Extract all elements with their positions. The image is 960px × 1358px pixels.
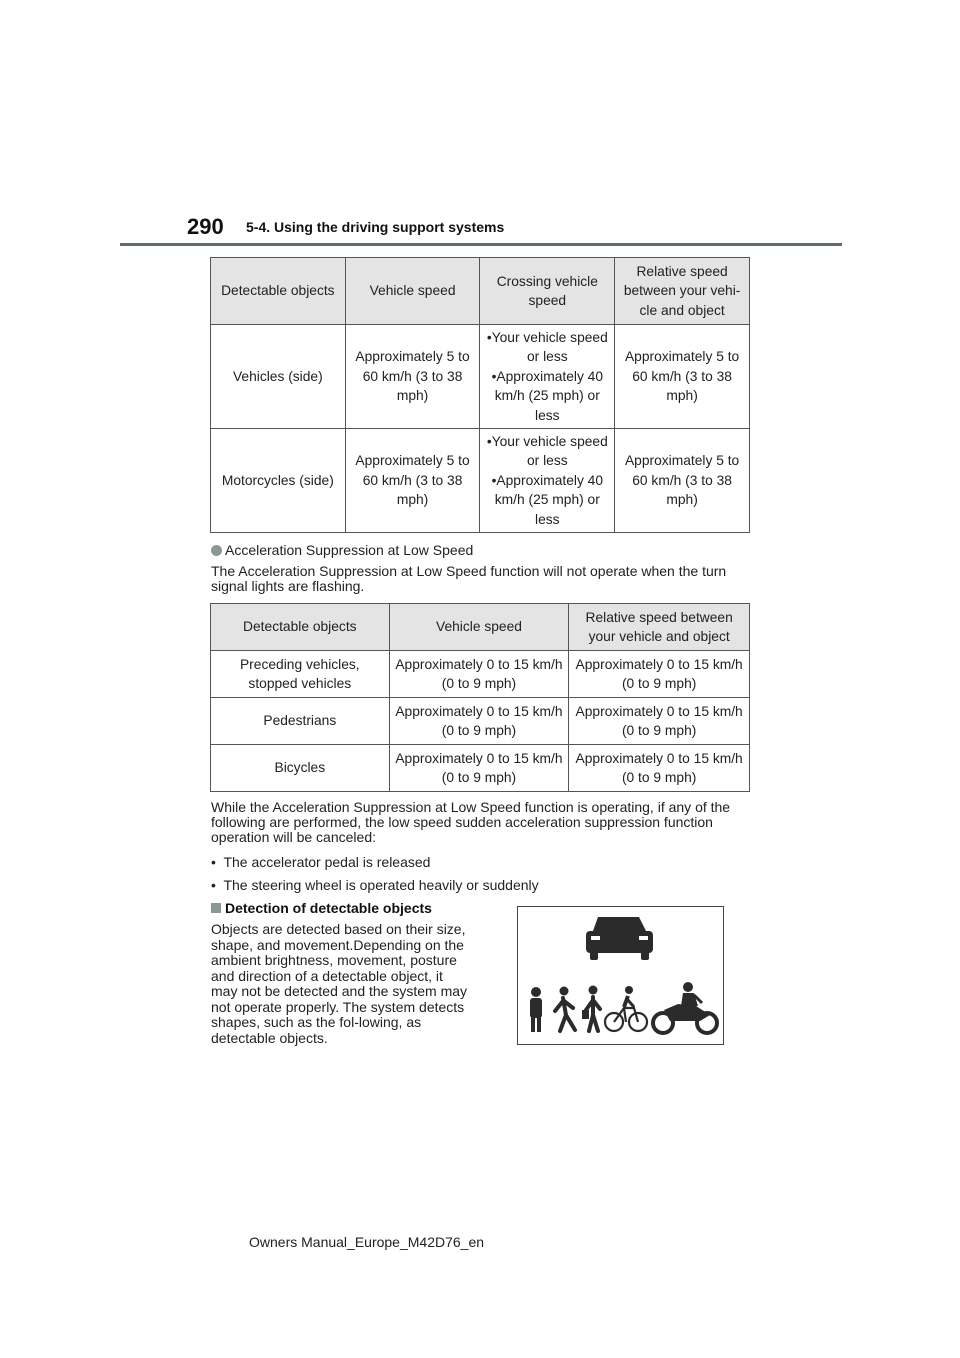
list-item-text: The steering wheel is operated heavily or suddenly — [223, 877, 539, 893]
pedestrian-walking-icon — [555, 987, 575, 1032]
table-row — [211, 745, 750, 792]
crossing-speed-option: • Your vehicle speed or less — [485, 432, 609, 471]
table-header-cell: Relative speed between your vehi-cle and object — [615, 258, 750, 325]
detectable-objects-illustration — [518, 907, 723, 1044]
table-cell-relative-speed: Approximately 5 to 60 km/h (3 to 38 mph) — [615, 429, 750, 533]
table-header-cell: Relative speed between your vehicle and object — [569, 604, 750, 651]
table-header-cell: Detectable objects — [211, 604, 390, 651]
table-cell-vehicle-speed: Approximately 0 to 15 km/h (0 to 9 mph) — [389, 651, 569, 698]
table-row — [211, 325, 750, 429]
table-row — [211, 651, 750, 698]
list-item-text: The accelerator pedal is released — [223, 854, 431, 870]
accel-suppression-heading-text: Acceleration Suppression at Low Speed — [225, 542, 474, 558]
table-cell-object: Motorcycles (side) — [211, 429, 346, 533]
detectable-objects-figure — [517, 906, 724, 1045]
table-cell-object: Preceding vehicles, stopped vehicles — [211, 651, 390, 698]
crossing-speed-option: • Approximately 40 km/h (25 mph) or less — [485, 471, 609, 530]
detection-speed-table — [210, 257, 750, 533]
motorcycle-icon — [653, 982, 717, 1033]
table-cell-crossing-speed — [480, 429, 615, 533]
accel-suppression-table — [210, 603, 750, 792]
list-item: • The accelerator pedal is released — [211, 854, 431, 870]
detection-heading — [211, 900, 432, 916]
cancel-conditions-text: While the Acceleration Suppression at Low Speed function is operating, if any of the following are performed, the low speed sudden acceleration suppression function operation will be canceled: — [211, 799, 731, 845]
table-cell-vehicle-speed: Approximately 5 to 60 km/h (3 to 38 mph) — [345, 429, 480, 533]
accel-suppression-heading — [211, 542, 473, 558]
table-header-cell: Vehicle speed — [389, 604, 569, 651]
table-cell-vehicle-speed: Approximately 0 to 15 km/h (0 to 9 mph) — [389, 698, 569, 745]
table-row — [211, 429, 750, 533]
crossing-speed-option: • Your vehicle speed or less — [485, 328, 609, 367]
table-header-cell: Detectable objects — [211, 258, 346, 325]
table-cell-relative-speed: Approximately 5 to 60 km/h (3 to 38 mph) — [615, 325, 750, 429]
page-number: 290 — [187, 214, 224, 239]
accel-suppression-description: The Acceleration Suppression at Low Speed function will not operate when the turn signal lights are flashing. — [211, 563, 727, 594]
table-cell-vehicle-speed: Approximately 5 to 60 km/h (3 to 38 mph) — [345, 325, 480, 429]
table-cell-vehicle-speed: Approximately 0 to 15 km/h (0 to 9 mph) — [389, 745, 569, 792]
table-cell-relative-speed: Approximately 0 to 15 km/h (0 to 9 mph) — [569, 651, 750, 698]
header-rule — [120, 243, 842, 246]
car-icon — [586, 917, 653, 960]
section-title: 5-4. Using the driving support systems — [246, 219, 505, 235]
table-header-row — [211, 258, 750, 325]
detection-heading-text: Detection of detectable objects — [225, 900, 432, 916]
circle-bullet-icon — [211, 545, 222, 556]
table-cell-relative-speed: Approximately 0 to 15 km/h (0 to 9 mph) — [569, 698, 750, 745]
pedestrian-carrying-icon — [582, 986, 600, 1032]
table-header-row — [211, 604, 750, 651]
footer-text: Owners Manual_Europe_M42D76_en — [249, 1234, 485, 1250]
list-item: • The steering wheel is operated heavily or suddenly — [211, 877, 539, 893]
table-cell-crossing-speed — [480, 325, 615, 429]
table-header-cell: Vehicle speed — [345, 258, 480, 325]
table-cell-object: Bicycles — [211, 745, 390, 792]
detection-description: Objects are detected based on their size, shape, and movement.Depending on the ambient brightness, movement, posture and direction of a detectable object, it may not be detected and the system may not operate properly. The system detects shapes, such as the fol-lowing, as detectable objects. — [211, 921, 468, 1046]
table-row — [211, 698, 750, 745]
pedestrian-standing-icon — [530, 987, 542, 1032]
table-header-cell: Crossing vehicle speed — [480, 258, 615, 325]
table-cell-object: Pedestrians — [211, 698, 390, 745]
square-bullet-icon — [211, 903, 221, 913]
table-cell-relative-speed: Approximately 0 to 15 km/h (0 to 9 mph) — [569, 745, 750, 792]
crossing-speed-option: • Approximately 40 km/h (25 mph) or less — [485, 367, 609, 426]
bicycle-icon — [605, 986, 647, 1031]
table-cell-object: Vehicles (side) — [211, 325, 346, 429]
